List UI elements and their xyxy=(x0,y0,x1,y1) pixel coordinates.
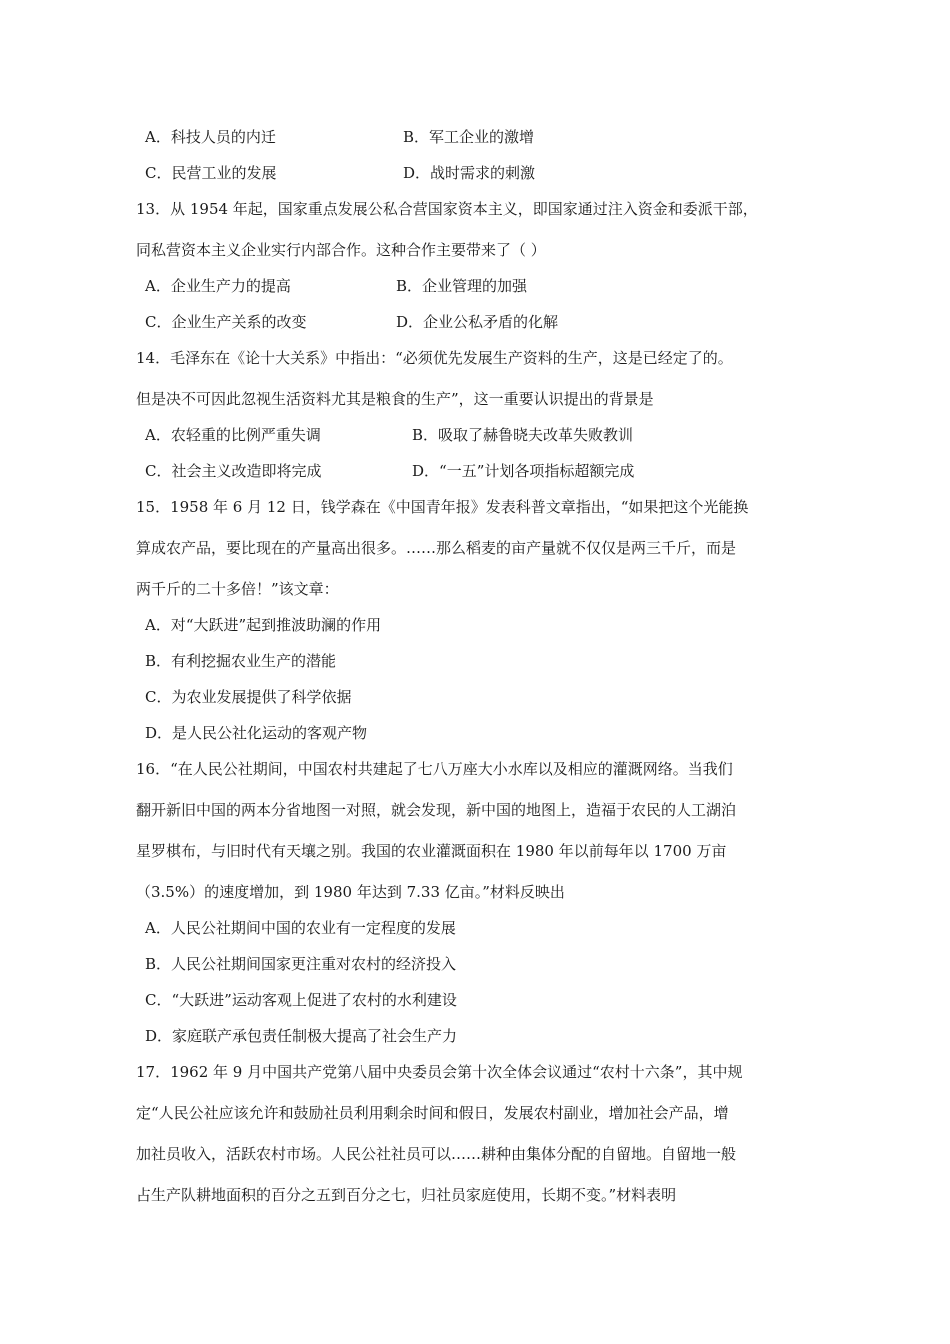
q14-option-a: A．农轻重的比例严重失调 xyxy=(145,426,321,444)
q16-option-d: D．家庭联产承包责任制极大提高了社会生产力 xyxy=(145,1027,458,1045)
q15-stem-line-1: 15．1958 年 6 月 12 日，钱学森在《中国青年报》发表科普文章指出，“如果把这个光能换 xyxy=(136,498,749,516)
q13-option-a: A．企业生产力的提高 xyxy=(145,277,291,295)
q13-option-c: C．企业生产关系的改变 xyxy=(145,313,307,331)
q13-stem-line-2: 同私营资本主义企业实行内部合作。这种合作主要带来了（ ） xyxy=(136,241,546,259)
q15-stem-line-3: 两千斤的二十多倍！”该文章： xyxy=(136,580,339,598)
q14-option-b: B．吸取了赫鲁晓夫改革失败教训 xyxy=(412,426,634,444)
q13-option-b: B．企业管理的加强 xyxy=(396,277,528,295)
q17-stem-line-3: 加社员收入，活跃农村市场。人民公社社员可以……耕种由集体分配的自留地。自留地一般 xyxy=(136,1145,737,1163)
q15-stem-line-2: 算成农产品，要比现在的产量高出很多。……那么稻麦的亩产量就不仅仅是两三千斤，而是 xyxy=(136,539,737,557)
q13-stem-line-1: 13．从 1954 年起，国家重点发展公私合营国家资本主义，即国家通过注入资金和委派干部， xyxy=(136,200,758,218)
q14-stem-line-1: 14．毛泽东在《论十大关系》中指出：“必须优先发展生产资料的生产，这是已经定了的。 xyxy=(136,349,733,367)
q16-option-b: B．人民公社期间国家更注重对农村的经济投入 xyxy=(145,955,457,973)
q16-stem-line-3: 星罗棋布，与旧时代有天壤之别。我国的农业灌溉面积在 1980 年以前每年以 1700 万亩 xyxy=(136,842,727,860)
q17-stem-line-4: 占生产队耕地面积的百分之五到百分之七，归社员家庭使用，长期不变。”材料表明 xyxy=(136,1186,677,1204)
q12-option-d: D．战时需求的刺激 xyxy=(403,164,536,182)
q15-option-a: A．对“大跃进”起到推波助澜的作用 xyxy=(145,616,382,634)
q12-option-c: C．民营工业的发展 xyxy=(145,164,277,182)
q17-stem-line-1: 17．1962 年 9 月中国共产党第八届中央委员会第十次全体会议通过“农村十六条”，其中规 xyxy=(136,1063,743,1081)
q15-option-d: D．是人民公社化运动的客观产物 xyxy=(145,724,368,742)
q14-stem-line-2: 但是决不可因此忽视生活资料尤其是粮食的生产”，这一重要认识提出的背景是 xyxy=(136,390,654,408)
q14-option-d: D．“一五”计划各项指标超额完成 xyxy=(412,462,635,480)
q12-option-a: A．科技人员的内迁 xyxy=(145,128,276,146)
q14-option-c: C．社会主义改造即将完成 xyxy=(145,462,322,480)
q16-stem-line-4: （3.5%）的速度增加，到 1980 年达到 7.33 亿亩。”材料反映出 xyxy=(136,883,565,901)
q12-option-b: B．军工企业的激增 xyxy=(403,128,535,146)
q16-option-c: C．“大跃进”运动客观上促进了农村的水利建设 xyxy=(145,991,457,1009)
q15-option-c: C．为农业发展提供了科学依据 xyxy=(145,688,352,706)
q17-stem-line-2: 定“人民公社应该允许和鼓励社员利用剩余时间和假日，发展农村副业，增加社会产品，增 xyxy=(136,1104,729,1122)
q13-option-d: D．企业公私矛盾的化解 xyxy=(396,313,559,331)
q16-stem-line-1: 16．“在人民公社期间，中国农村共建起了七八万座大小水库以及相应的灌溉网络。当我们 xyxy=(136,760,733,778)
q16-option-a: A．人民公社期间中国的农业有一定程度的发展 xyxy=(145,919,456,937)
q15-option-b: B．有利挖掘农业生产的潜能 xyxy=(145,652,337,670)
q16-stem-line-2: 翻开新旧中国的两本分省地图一对照，就会发现，新中国的地图上，造福于农民的人工湖泊 xyxy=(136,801,737,819)
